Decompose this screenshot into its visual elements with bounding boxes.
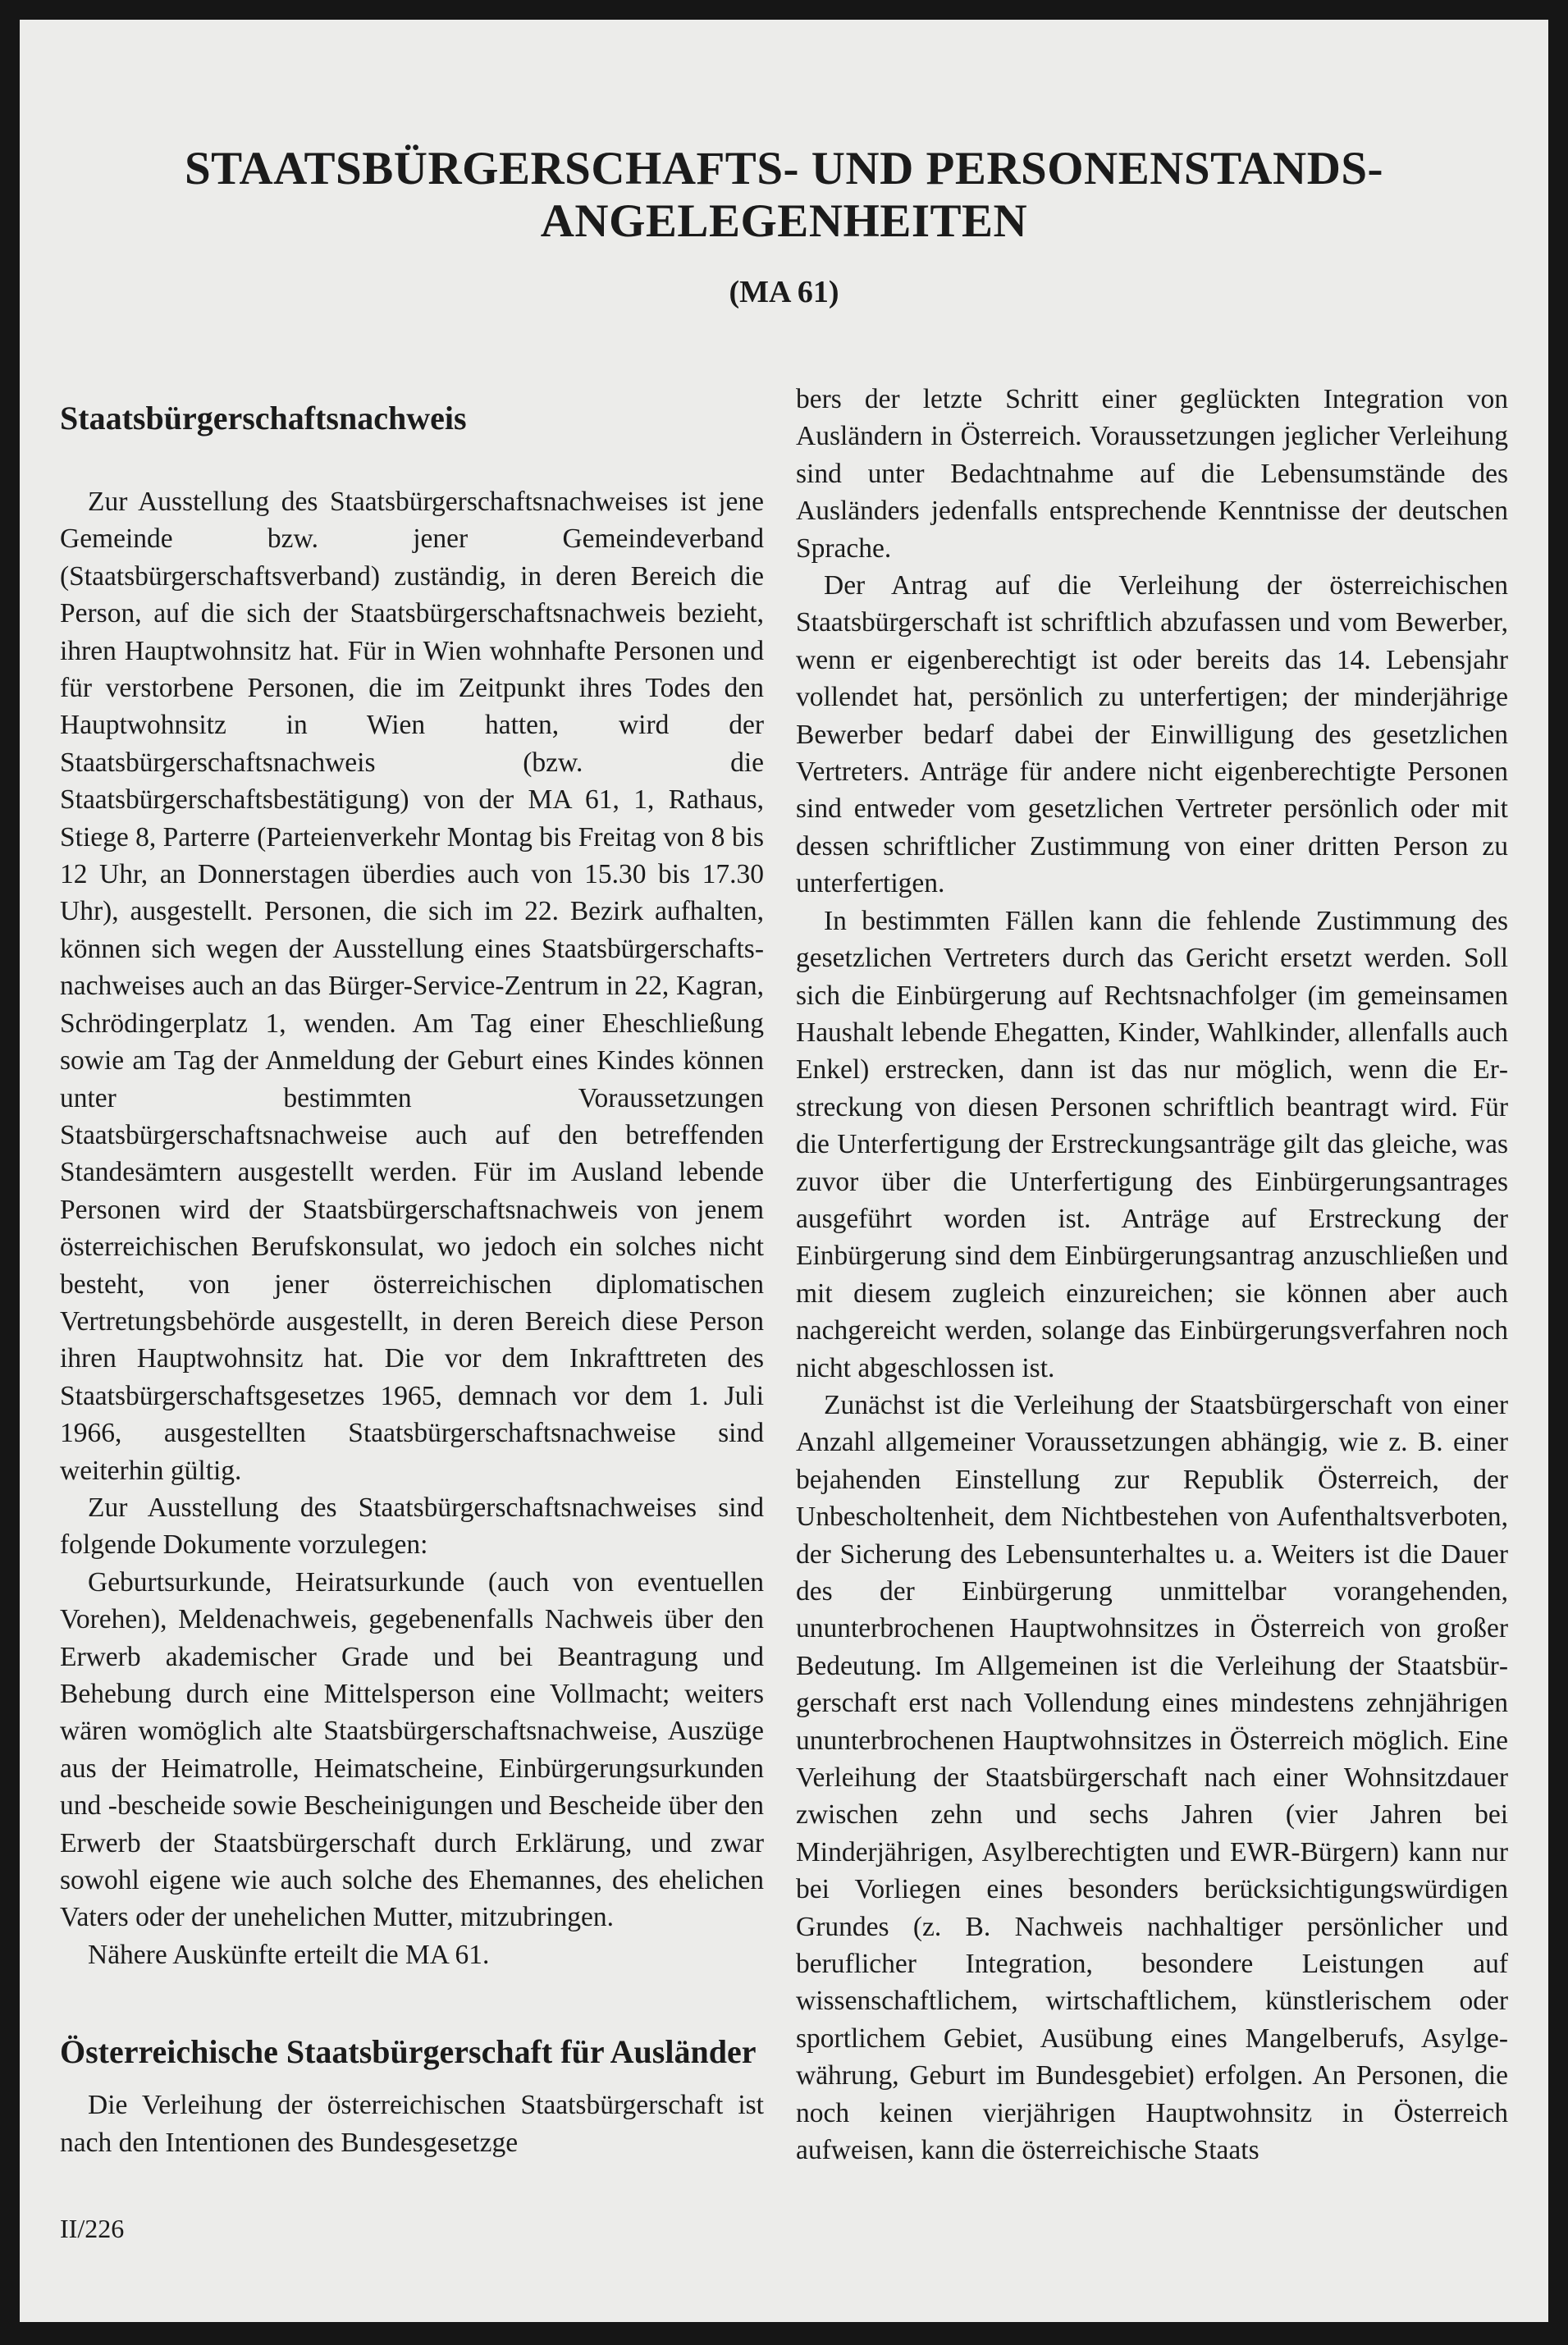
paragraph: In bestimmten Fällen kann die fehlende Zustimmung des gesetzlichen Vertreters durch das Gericht ersetzt werden. Soll sich die Einbürgerung auf Rechtsnachfolger (im gemeinsamen Haushalt lebende Ehegatten, Kinder, Wahlkinder, allenfalls auch Enkel) erstrecken, dann ist das nur möglich, wenn die Erstreckung von diesen Personen schriftlich beantragt wird. Für die Unterfertigung der Erstreckungsanträge gilt das gleiche, was zuvor über die Unterfertigung des Einbürgerungsantrages ausgeführt worden ist. Anträge auf Erstreckung der Einbürgerung sind dem Einbürgerungsantrag anzuschließen und mit diesem zugleich einzureichen; sie können aber auch nachgereicht werden, solange das Einbürgerungsverfahren noch nicht abgeschlossen ist. — [796, 905, 1508, 1383]
right-column — [796, 381, 1508, 2169]
page-number: II/226 — [60, 2214, 125, 2243]
paragraph: Der Antrag auf die Verleihung der österreichischen Staatsbürgerschaft ist schriftlich abzufassen und vom Bewerber, wenn er eigenberechtigt ist oder bereits das 14. Lebensjahr vollendet hat, persönlich zu unterfertigen; der minderjährige Bewerber bedarf dabei der Einwilligung des gesetzlichen Vertreters. Anträge für andere nicht eigenberechtigte Personen sind entweder vom gesetzlichen Vertreter persönlich oder mit dessen schriftlicher Zustimmung von einer dritten Person zu unterfertigen. — [796, 570, 1508, 899]
left-column — [60, 382, 764, 2161]
paragraph: Zur Ausstellung des Staatsbürgerschaftsnachweises sind folgende Dokumente vorzulegen: — [60, 1492, 764, 1561]
paragraph: Geburtsurkunde, Heiratsurkunde (auch von eventuellen Vorehen), Meldenachweis, gegebenenfalls Nachweis über den Erwerb akademischer Grade und bei Beantragung und Behebung durch eine Mittelsperson eine Vollmacht; weiters wären womöglich alte Staatsbürgerschaftsnachweise, Auszüge aus der Heimatrolle, Heimatscheine, Einbürgerungsurkunden und -bescheide sowie Bescheinigungen und Bescheide über den Erwerb der Staatsbürgerschaft durch Erklärung, und zwar sowohl eigene wie auch solche des Ehemannes, des ehelichen Vaters oder der unehelichen Mutter, mitzubringen. — [60, 1566, 764, 1933]
paragraph: Zur Ausstellung des Staatsbürgerschaftsnachweises ist jene Gemeinde bzw. jener Gemeindeverband (Staatsbürgerschaftsverband) zuständig, in deren Bereich die Person, auf die sich der Staatsbürgerschaftsnachweis bezieht, ihren Hauptwohnsitz hat. Für in Wien wohnhafte Personen und für verstorbene Personen, die im Zeitpunkt ihres Todes den Hauptwohnsitz in Wien hatten, wird der Staatsbürgerschaftsnachweis (bzw. die Staatsbürgerschaftsbestätigung) von der MA 61, 1, Rathaus, Stiege 8, Parterre (Parteienverkehr Montag bis Freitag von 8 bis 12 Uhr, an Donnerstagen überdies auch von 15.30 bis 17.30 Uhr), ausgestellt. Personen, die sich im 22. Bezirk aufhalten, können sich wegen der Ausstellung eines Staatsbürgerschaftsnachweises auch an das Bürger-Service-Zentrum in 22, Kagran, Schrödingerplatz 1, wenden. Am Tag einer Eheschließung sowie am Tag der Anmeldung der Geburt eines Kindes können unter bestimmten Voraussetzungen Staatsbürgerschaftsnachweise auch auf den betreffenden Standesämtern ausgestellt werden. Für im Ausland lebende Personen wird der Staatsbürgerschaftsnachweis von jenem österreichischen Berufskonsulat, wo jedoch ein solches nicht besteht, von jener österreichischen diplomatischen Vertretungsbehörde ausgestellt, in deren Bereich diese Person ihren Hauptwohnsitz hat. Die vor dem Inkrafttreten des Staatsbürgerschaftsgesetzes 1965, demnach vor dem 1. Juli 1966, ausgestellten Staatsbürgerschaftsnachweise sind weiterhin gültig. — [60, 487, 764, 1486]
paragraph: Nähere Auskünfte erteilt die MA 61. — [88, 1939, 490, 1970]
page-title-line-2: ANGELEGENHEITEN — [540, 195, 1028, 247]
paragraph: Die Verleihung der österreichischen Staatsbürgerschaft ist nach den Intentionen des Bundesgesetzge — [60, 2090, 764, 2158]
paragraph: Zunächst ist die Verleihung der Staatsbürgerschaft von einer Anzahl allgemeiner Voraussetzungen abhängig, wie z. B. einer bejahenden Einstellung zur Republik Österreich, der Unbescholtenheit, dem Nichtbestehen von Aufenthaltsverboten, der Sicherung des Lebensunterhaltes u. a. Weiters ist die Dauer des der Einbürgerung unmittelbar vorangehenden, ununterbrochenen Hauptwohnsitzes in Österreich von großer Bedeutung. Im Allgemeinen ist die Verleihung der Staatsbürgerschaft erst nach Vollendung eines mindestens zehnjährigen ununterbrochenen Hauptwohnsitzes in Österreich möglich. Eine Verleihung der Staatsbürgerschaft nach einer Wohnsitzdauer zwischen zehn und sechs Jahren (vier Jahren bei Minderjährigen, Asylberechtigten und EWR-Bürgern) kann nur bei Vorliegen eines besonders berücksichtigungswürdigen Grundes (z. B. Nachweis nachhaltiger persönlicher und beruflicher Integration, besondere Leistungen auf wissenschaftlichem, wirtschaftlichem, künstlerischem oder sportlichem Gebiet, Ausübung eines Mangelberufs, Asylgewährung, Geburt im Bundesgebiet) erfolgen. An Personen, die noch keinen vierjährigen Hauptwohnsitz in Österreich aufweisen, kann die österreichische Staats — [796, 1389, 1508, 2166]
page-subtitle: (MA 61) — [729, 275, 839, 309]
paragraph-continued: bers der letzte Schritt einer geglückten Integration von Ausländern in Österreich. Voraussetzungen jeglicher Verleihung sind unter Bedachtnahme auf die Lebensumstände des Ausländers jedenfalls entsprechende Kenntnisse der deutschen Sprache. — [796, 384, 1508, 564]
section-heading-staatsbuergerschaftsnachweis: Staatsbürgerschaftsnachweis — [60, 400, 467, 437]
section-heading-staatsbuergerschaft-auslaender: Österreichische Staatsbürgerschaft für Ausländer — [60, 2033, 757, 2071]
page-title — [20, 143, 1548, 248]
document-page — [20, 20, 1548, 2322]
page-title-line-1: STAATSBÜRGERSCHAFTS- UND PERSONENSTANDS- — [184, 143, 1384, 194]
